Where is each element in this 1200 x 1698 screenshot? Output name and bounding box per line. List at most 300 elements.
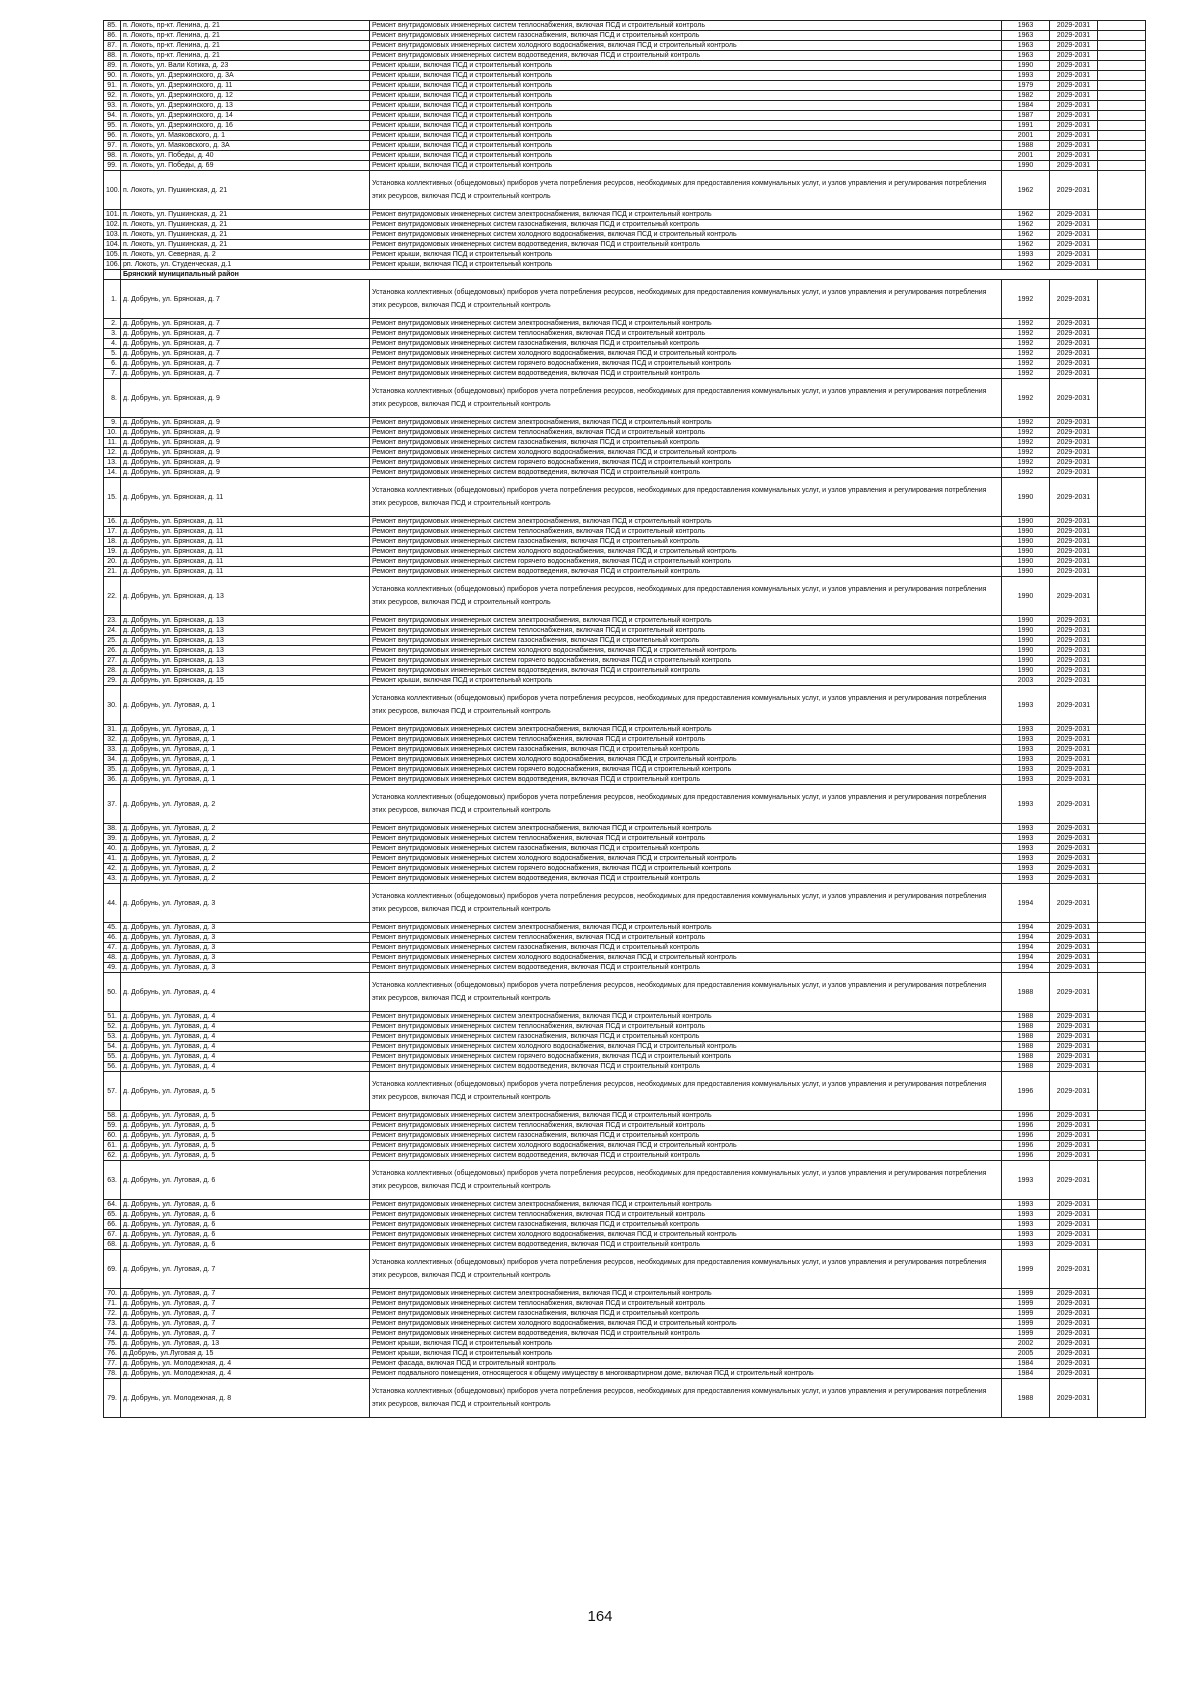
row-period: 2029-2031 xyxy=(1050,1052,1098,1062)
table-row xyxy=(104,854,1146,864)
row-build-year: 1988 xyxy=(1002,1379,1050,1418)
row-work-type: Ремонт внутридомовых инженерных систем теплоснабжения, включая ПСД и строительный контроль xyxy=(370,329,1002,339)
row-empty-cell xyxy=(1098,765,1146,775)
row-work-type: Ремонт внутридомовых инженерных систем холодного водоснабжения, включая ПСД и строительный контроль xyxy=(370,349,1002,359)
row-build-year: 1988 xyxy=(1002,1062,1050,1072)
row-number: 63. xyxy=(104,1161,121,1200)
row-number: 76. xyxy=(104,1349,121,1359)
row-build-year: 1962 xyxy=(1002,171,1050,210)
row-number: 21. xyxy=(104,567,121,577)
row-number: 57. xyxy=(104,1072,121,1111)
row-work-type: Ремонт внутридомовых инженерных систем электроснабжения, включая ПСД и строительный контроль xyxy=(370,725,1002,735)
row-number: 58. xyxy=(104,1111,121,1121)
row-period: 2029-2031 xyxy=(1050,1032,1098,1042)
row-empty-cell xyxy=(1098,567,1146,577)
table-row xyxy=(104,725,1146,735)
row-number: 93. xyxy=(104,101,121,111)
row-period: 2029-2031 xyxy=(1050,1062,1098,1072)
row-address: д. Добрунь, ул. Брянская, д. 13 xyxy=(121,626,370,636)
row-build-year: 1993 xyxy=(1002,864,1050,874)
row-period: 2029-2031 xyxy=(1050,1349,1098,1359)
row-number: 41. xyxy=(104,854,121,864)
row-empty-cell xyxy=(1098,61,1146,71)
row-period: 2029-2031 xyxy=(1050,884,1098,923)
row-period: 2029-2031 xyxy=(1050,1141,1098,1151)
table-row xyxy=(104,963,1146,973)
row-work-type: Ремонт крыши, включая ПСД и строительный контроль xyxy=(370,676,1002,686)
row-number: 46. xyxy=(104,933,121,943)
table-row xyxy=(104,1052,1146,1062)
table-row xyxy=(104,567,1146,577)
row-address: д. Добрунь, ул. Луговая, д. 5 xyxy=(121,1151,370,1161)
row-build-year: 1992 xyxy=(1002,458,1050,468)
row-work-type: Ремонт внутридомовых инженерных систем газоснабжения, включая ПСД и строительный контроль xyxy=(370,220,1002,230)
row-work-type: Ремонт внутридомовых инженерных систем теплоснабжения, включая ПСД и строительный контроль xyxy=(370,933,1002,943)
row-empty-cell xyxy=(1098,1131,1146,1141)
table-row xyxy=(104,1349,1146,1359)
row-number: 36. xyxy=(104,775,121,785)
row-number: 67. xyxy=(104,1230,121,1240)
row-empty-cell xyxy=(1098,834,1146,844)
row-address: рп. Локоть, ул. Студенческая, д.1 xyxy=(121,260,370,270)
row-address: д. Добрунь, ул. Брянская, д. 7 xyxy=(121,280,370,319)
row-build-year: 1993 xyxy=(1002,725,1050,735)
row-number: 5. xyxy=(104,349,121,359)
row-address: д. Добрунь, ул. Брянская, д. 9 xyxy=(121,438,370,448)
row-build-year: 1962 xyxy=(1002,220,1050,230)
row-address: д. Добрунь, ул. Луговая, д. 5 xyxy=(121,1072,370,1111)
row-build-year: 1990 xyxy=(1002,656,1050,666)
row-number: 47. xyxy=(104,943,121,953)
row-period: 2029-2031 xyxy=(1050,151,1098,161)
table-row xyxy=(104,1359,1146,1369)
table-row xyxy=(104,1379,1146,1418)
row-period: 2029-2031 xyxy=(1050,1022,1098,1032)
table-row xyxy=(104,1072,1146,1111)
row-build-year: 1993 xyxy=(1002,745,1050,755)
row-work-type: Ремонт внутридомовых инженерных систем холодного водоснабжения, включая ПСД и строительный контроль xyxy=(370,1042,1002,1052)
row-address: п. Локоть, пр-кт. Ленина, д. 21 xyxy=(121,21,370,31)
row-build-year: 1993 xyxy=(1002,834,1050,844)
table-row xyxy=(104,428,1146,438)
row-work-type: Ремонт внутридомовых инженерных систем холодного водоснабжения, включая ПСД и строительный контроль xyxy=(370,1230,1002,1240)
row-period: 2029-2031 xyxy=(1050,260,1098,270)
row-number: 96. xyxy=(104,131,121,141)
row-empty-cell xyxy=(1098,953,1146,963)
row-work-type: Ремонт внутридомовых инженерных систем газоснабжения, включая ПСД и строительный контроль xyxy=(370,943,1002,953)
row-period: 2029-2031 xyxy=(1050,21,1098,31)
row-address: д. Добрунь, ул. Луговая, д. 1 xyxy=(121,775,370,785)
table-row xyxy=(104,339,1146,349)
table-row xyxy=(104,824,1146,834)
row-work-type: Ремонт внутридомовых инженерных систем водоотведения, включая ПСД и строительный контроль xyxy=(370,240,1002,250)
row-build-year: 1988 xyxy=(1002,1032,1050,1042)
table-row xyxy=(104,557,1146,567)
row-work-type: Ремонт внутридомовых инженерных систем теплоснабжения, включая ПСД и строительный контроль xyxy=(370,1022,1002,1032)
row-period: 2029-2031 xyxy=(1050,31,1098,41)
table-row xyxy=(104,686,1146,725)
row-period: 2029-2031 xyxy=(1050,131,1098,141)
row-work-type: Ремонт крыши, включая ПСД и строительный контроль xyxy=(370,1349,1002,1359)
row-build-year: 1990 xyxy=(1002,547,1050,557)
row-empty-cell xyxy=(1098,1151,1146,1161)
row-period: 2029-2031 xyxy=(1050,745,1098,755)
row-address: д. Добрунь, ул. Брянская, д. 13 xyxy=(121,656,370,666)
row-empty-cell xyxy=(1098,1309,1146,1319)
row-empty-cell xyxy=(1098,636,1146,646)
row-build-year: 1979 xyxy=(1002,81,1050,91)
row-number: 87. xyxy=(104,41,121,51)
row-work-type: Ремонт крыши, включая ПСД и строительный контроль xyxy=(370,260,1002,270)
row-empty-cell xyxy=(1098,21,1146,31)
row-empty-cell xyxy=(1098,735,1146,745)
row-build-year: 1984 xyxy=(1002,101,1050,111)
row-address: д. Добрунь, ул. Луговая, д. 3 xyxy=(121,923,370,933)
row-period: 2029-2031 xyxy=(1050,755,1098,765)
row-period: 2029-2031 xyxy=(1050,171,1098,210)
row-build-year: 1990 xyxy=(1002,577,1050,616)
row-address: д. Добрунь, ул. Луговая, д. 5 xyxy=(121,1111,370,1121)
row-build-year: 1999 xyxy=(1002,1250,1050,1289)
row-number: 68. xyxy=(104,1240,121,1250)
row-work-type: Ремонт крыши, включая ПСД и строительный контроль xyxy=(370,71,1002,81)
row-work-type: Ремонт крыши, включая ПСД и строительный контроль xyxy=(370,141,1002,151)
row-empty-cell xyxy=(1098,260,1146,270)
row-period: 2029-2031 xyxy=(1050,1042,1098,1052)
row-build-year: 1990 xyxy=(1002,646,1050,656)
table-row xyxy=(104,260,1146,270)
row-period: 2029-2031 xyxy=(1050,686,1098,725)
row-build-year: 1996 xyxy=(1002,1072,1050,1111)
row-number: 20. xyxy=(104,557,121,567)
row-number: 44. xyxy=(104,884,121,923)
table-row xyxy=(104,71,1146,81)
row-work-type: Ремонт внутридомовых инженерных систем газоснабжения, включая ПСД и строительный контроль xyxy=(370,438,1002,448)
row-work-type: Установка коллективных (общедомовых) приборов учета потребления ресурсов, необходимых для предоставления коммунальных услуг, и узлов управления и регулирования потребления этих ресурсов, включая ПСД и строительный контроль xyxy=(370,280,1002,319)
row-number: 12. xyxy=(104,448,121,458)
row-period: 2029-2031 xyxy=(1050,478,1098,517)
row-period: 2029-2031 xyxy=(1050,448,1098,458)
row-empty-cell xyxy=(1098,577,1146,616)
row-build-year: 1990 xyxy=(1002,161,1050,171)
row-work-type: Ремонт внутридомовых инженерных систем горячего водоснабжения, включая ПСД и строительный контроль xyxy=(370,864,1002,874)
row-period: 2029-2031 xyxy=(1050,963,1098,973)
row-work-type: Ремонт внутридомовых инженерных систем электроснабжения, включая ПСД и строительный контроль xyxy=(370,319,1002,329)
row-number: 74. xyxy=(104,1329,121,1339)
table-row xyxy=(104,319,1146,329)
row-number: 39. xyxy=(104,834,121,844)
row-work-type: Ремонт крыши, включая ПСД и строительный контроль xyxy=(370,101,1002,111)
row-work-type: Ремонт внутридомовых инженерных систем электроснабжения, включая ПСД и строительный контроль xyxy=(370,1289,1002,1299)
table-row xyxy=(104,230,1146,240)
row-work-type: Ремонт внутридомовых инженерных систем горячего водоснабжения, включая ПСД и строительный контроль xyxy=(370,656,1002,666)
row-address: д. Добрунь, ул. Луговая, д. 5 xyxy=(121,1131,370,1141)
row-build-year: 1996 xyxy=(1002,1151,1050,1161)
row-build-year: 1993 xyxy=(1002,854,1050,864)
row-period: 2029-2031 xyxy=(1050,1359,1098,1369)
row-empty-cell xyxy=(1098,656,1146,666)
row-period: 2029-2031 xyxy=(1050,319,1098,329)
row-empty-cell xyxy=(1098,51,1146,61)
row-empty-cell xyxy=(1098,1319,1146,1329)
row-build-year: 1996 xyxy=(1002,1111,1050,1121)
table-row xyxy=(104,874,1146,884)
row-empty-cell xyxy=(1098,844,1146,854)
row-period: 2029-2031 xyxy=(1050,725,1098,735)
row-build-year: 1963 xyxy=(1002,21,1050,31)
table-row xyxy=(104,240,1146,250)
row-address: д. Добрунь, ул. Луговая, д. 4 xyxy=(121,1042,370,1052)
table-row xyxy=(104,131,1146,141)
table-row xyxy=(104,547,1146,557)
row-empty-cell xyxy=(1098,91,1146,101)
row-empty-cell xyxy=(1098,1299,1146,1309)
row-empty-cell xyxy=(1098,1359,1146,1369)
row-number: 2. xyxy=(104,319,121,329)
row-work-type: Ремонт крыши, включая ПСД и строительный контроль xyxy=(370,151,1002,161)
table-row xyxy=(104,1141,1146,1151)
page-number: 164 xyxy=(587,1608,613,1625)
row-work-type: Ремонт внутридомовых инженерных систем холодного водоснабжения, включая ПСД и строительный контроль xyxy=(370,547,1002,557)
row-empty-cell xyxy=(1098,1289,1146,1299)
row-work-type: Установка коллективных (общедомовых) приборов учета потребления ресурсов, необходимых для предоставления коммунальных услуг, и узлов управления и регулирования потребления этих ресурсов, включая ПСД и строительный контроль xyxy=(370,973,1002,1012)
table-row xyxy=(104,745,1146,755)
row-empty-cell xyxy=(1098,319,1146,329)
table-row xyxy=(104,448,1146,458)
row-empty-cell xyxy=(1098,1042,1146,1052)
row-address: д. Добрунь, ул. Брянская, д. 9 xyxy=(121,468,370,478)
row-empty-cell xyxy=(1098,537,1146,547)
row-address: д. Добрунь, ул. Луговая, д. 6 xyxy=(121,1230,370,1240)
table-row xyxy=(104,220,1146,230)
row-work-type: Ремонт крыши, включая ПСД и строительный контроль xyxy=(370,1339,1002,1349)
row-number: 94. xyxy=(104,111,121,121)
row-build-year: 1988 xyxy=(1002,1042,1050,1052)
row-address: п. Локоть, ул. Дзержинского, д. 14 xyxy=(121,111,370,121)
row-period: 2029-2031 xyxy=(1050,280,1098,319)
row-empty-cell xyxy=(1098,686,1146,725)
row-build-year: 1962 xyxy=(1002,210,1050,220)
table-row xyxy=(104,735,1146,745)
row-number: 98. xyxy=(104,151,121,161)
row-work-type: Ремонт внутридомовых инженерных систем водоотведения, включая ПСД и строительный контроль xyxy=(370,963,1002,973)
row-empty-cell xyxy=(1098,1012,1146,1022)
row-work-type: Ремонт внутридомовых инженерных систем электроснабжения, включая ПСД и строительный контроль xyxy=(370,824,1002,834)
row-address: д. Добрунь, ул. Луговая, д. 3 xyxy=(121,933,370,943)
row-address: д. Добрунь, ул. Молодежная, д. 4 xyxy=(121,1369,370,1379)
table-row xyxy=(104,1299,1146,1309)
table-row xyxy=(104,1319,1146,1329)
row-empty-cell xyxy=(1098,71,1146,81)
row-period: 2029-2031 xyxy=(1050,666,1098,676)
row-address: п. Локоть, ул. Пушкинская, д. 21 xyxy=(121,220,370,230)
row-empty-cell xyxy=(1098,141,1146,151)
row-empty-cell xyxy=(1098,646,1146,656)
row-address: п. Локоть, ул. Дзержинского, д. 16 xyxy=(121,121,370,131)
row-address: д. Добрунь, ул. Луговая, д. 2 xyxy=(121,864,370,874)
row-work-type: Ремонт внутридомовых инженерных систем электроснабжения, включая ПСД и строительный контроль xyxy=(370,1111,1002,1121)
table-row xyxy=(104,51,1146,61)
row-period: 2029-2031 xyxy=(1050,369,1098,379)
row-build-year: 2003 xyxy=(1002,676,1050,686)
table-row xyxy=(104,61,1146,71)
row-number: 102. xyxy=(104,220,121,230)
row-number: 42. xyxy=(104,864,121,874)
table-row xyxy=(104,31,1146,41)
row-address: д. Добрунь, ул. Луговая, д. 2 xyxy=(121,854,370,864)
row-address: д. Добрунь, ул. Брянская, д. 7 xyxy=(121,359,370,369)
row-build-year: 1993 xyxy=(1002,1220,1050,1230)
row-number: 60. xyxy=(104,1131,121,1141)
table-row xyxy=(104,953,1146,963)
row-address: п. Локоть, ул. Северная, д. 2 xyxy=(121,250,370,260)
row-build-year: 1990 xyxy=(1002,636,1050,646)
row-build-year: 1990 xyxy=(1002,666,1050,676)
row-empty-cell xyxy=(1098,369,1146,379)
row-period: 2029-2031 xyxy=(1050,973,1098,1012)
table-row xyxy=(104,250,1146,260)
row-work-type: Ремонт внутридомовых инженерных систем водоотведения, включая ПСД и строительный контроль xyxy=(370,567,1002,577)
row-empty-cell xyxy=(1098,349,1146,359)
row-number: 91. xyxy=(104,81,121,91)
row-period: 2029-2031 xyxy=(1050,111,1098,121)
row-build-year: 1984 xyxy=(1002,1369,1050,1379)
row-build-year: 1987 xyxy=(1002,111,1050,121)
row-empty-cell xyxy=(1098,438,1146,448)
row-empty-cell xyxy=(1098,171,1146,210)
row-empty-cell xyxy=(1098,448,1146,458)
row-address: д. Добрунь, ул. Брянская, д. 7 xyxy=(121,329,370,339)
row-number: 105. xyxy=(104,250,121,260)
row-number: 69. xyxy=(104,1250,121,1289)
row-number: 6. xyxy=(104,359,121,369)
row-work-type: Ремонт внутридомовых инженерных систем газоснабжения, включая ПСД и строительный контроль xyxy=(370,1309,1002,1319)
row-period: 2029-2031 xyxy=(1050,824,1098,834)
row-address: п. Локоть, ул. Пушкинская, д. 21 xyxy=(121,210,370,220)
row-empty-cell xyxy=(1098,755,1146,765)
row-build-year: 1992 xyxy=(1002,468,1050,478)
row-empty-cell xyxy=(1098,1349,1146,1359)
row-work-type: Ремонт внутридомовых инженерных систем теплоснабжения, включая ПСД и строительный контроль xyxy=(370,626,1002,636)
row-number: 19. xyxy=(104,547,121,557)
row-period: 2029-2031 xyxy=(1050,1379,1098,1418)
table-row xyxy=(104,755,1146,765)
table-row xyxy=(104,468,1146,478)
row-period: 2029-2031 xyxy=(1050,1289,1098,1299)
row-work-type: Установка коллективных (общедомовых) приборов учета потребления ресурсов, необходимых для предоставления коммунальных услуг, и узлов управления и регулирования потребления этих ресурсов, включая ПСД и строительный контроль xyxy=(370,1250,1002,1289)
row-number: 52. xyxy=(104,1022,121,1032)
section-spacer xyxy=(104,270,121,280)
row-empty-cell xyxy=(1098,339,1146,349)
row-build-year: 1994 xyxy=(1002,963,1050,973)
table-row xyxy=(104,626,1146,636)
row-period: 2029-2031 xyxy=(1050,230,1098,240)
row-number: 53. xyxy=(104,1032,121,1042)
row-number: 3. xyxy=(104,329,121,339)
table-row xyxy=(104,329,1146,339)
row-empty-cell xyxy=(1098,1250,1146,1289)
row-address: д. Добрунь, ул. Брянская, д. 7 xyxy=(121,339,370,349)
row-number: 10. xyxy=(104,428,121,438)
row-number: 30. xyxy=(104,686,121,725)
row-build-year: 1994 xyxy=(1002,953,1050,963)
table-row xyxy=(104,111,1146,121)
row-work-type: Установка коллективных (общедомовых) приборов учета потребления ресурсов, необходимых для предоставления коммунальных услуг, и узлов управления и регулирования потребления этих ресурсов, включая ПСД и строительный контроль xyxy=(370,478,1002,517)
table-row xyxy=(104,765,1146,775)
table-row xyxy=(104,537,1146,547)
row-period: 2029-2031 xyxy=(1050,765,1098,775)
row-work-type: Ремонт внутридомовых инженерных систем холодного водоснабжения, включая ПСД и строительный контроль xyxy=(370,755,1002,765)
row-period: 2029-2031 xyxy=(1050,61,1098,71)
row-build-year: 1992 xyxy=(1002,369,1050,379)
row-empty-cell xyxy=(1098,874,1146,884)
row-build-year: 1962 xyxy=(1002,260,1050,270)
table-row xyxy=(104,1339,1146,1349)
table-row xyxy=(104,1042,1146,1052)
row-period: 2029-2031 xyxy=(1050,349,1098,359)
row-address: п. Локоть, пр-кт. Ленина, д. 21 xyxy=(121,41,370,51)
row-address: д. Добрунь, ул. Луговая, д. 1 xyxy=(121,686,370,725)
row-empty-cell xyxy=(1098,379,1146,418)
row-build-year: 1993 xyxy=(1002,735,1050,745)
row-period: 2029-2031 xyxy=(1050,933,1098,943)
row-address: д. Добрунь, ул. Луговая, д. 1 xyxy=(121,735,370,745)
row-period: 2029-2031 xyxy=(1050,636,1098,646)
row-work-type: Ремонт внутридомовых инженерных систем холодного водоснабжения, включая ПСД и строительный контроль xyxy=(370,1319,1002,1329)
row-empty-cell xyxy=(1098,1339,1146,1349)
row-build-year: 1963 xyxy=(1002,31,1050,41)
row-period: 2029-2031 xyxy=(1050,1072,1098,1111)
row-period: 2029-2031 xyxy=(1050,81,1098,91)
table-row xyxy=(104,527,1146,537)
table-row xyxy=(104,1369,1146,1379)
row-empty-cell xyxy=(1098,240,1146,250)
table-row xyxy=(104,577,1146,616)
row-work-type: Ремонт внутридомовых инженерных систем теплоснабжения, включая ПСД и строительный контроль xyxy=(370,527,1002,537)
row-work-type: Ремонт внутридомовых инженерных систем холодного водоснабжения, включая ПСД и строительный контроль xyxy=(370,230,1002,240)
row-empty-cell xyxy=(1098,785,1146,824)
row-number: 31. xyxy=(104,725,121,735)
row-build-year: 1984 xyxy=(1002,1359,1050,1369)
row-build-year: 1992 xyxy=(1002,319,1050,329)
row-build-year: 1993 xyxy=(1002,765,1050,775)
table-row xyxy=(104,1131,1146,1141)
row-work-type: Ремонт внутридомовых инженерных систем теплоснабжения, включая ПСД и строительный контроль xyxy=(370,21,1002,31)
row-address: д. Добрунь, ул. Луговая, д. 2 xyxy=(121,834,370,844)
row-address: д. Добрунь, ул. Брянская, д. 15 xyxy=(121,676,370,686)
row-period: 2029-2031 xyxy=(1050,517,1098,527)
row-work-type: Ремонт внутридомовых инженерных систем электроснабжения, включая ПСД и строительный контроль xyxy=(370,517,1002,527)
row-period: 2029-2031 xyxy=(1050,359,1098,369)
row-number: 37. xyxy=(104,785,121,824)
row-address: д. Добрунь, ул. Луговая, д. 4 xyxy=(121,1032,370,1042)
row-period: 2029-2031 xyxy=(1050,1131,1098,1141)
row-period: 2029-2031 xyxy=(1050,51,1098,61)
row-period: 2029-2031 xyxy=(1050,676,1098,686)
row-build-year: 1990 xyxy=(1002,478,1050,517)
row-number: 51. xyxy=(104,1012,121,1022)
row-empty-cell xyxy=(1098,676,1146,686)
row-period: 2029-2031 xyxy=(1050,557,1098,567)
row-work-type: Ремонт внутридомовых инженерных систем электроснабжения, включая ПСД и строительный контроль xyxy=(370,210,1002,220)
row-number: 71. xyxy=(104,1299,121,1309)
row-number: 85. xyxy=(104,21,121,31)
row-build-year: 1992 xyxy=(1002,349,1050,359)
row-period: 2029-2031 xyxy=(1050,121,1098,131)
row-number: 45. xyxy=(104,923,121,933)
row-period: 2029-2031 xyxy=(1050,250,1098,260)
row-work-type: Ремонт крыши, включая ПСД и строительный контроль xyxy=(370,161,1002,171)
